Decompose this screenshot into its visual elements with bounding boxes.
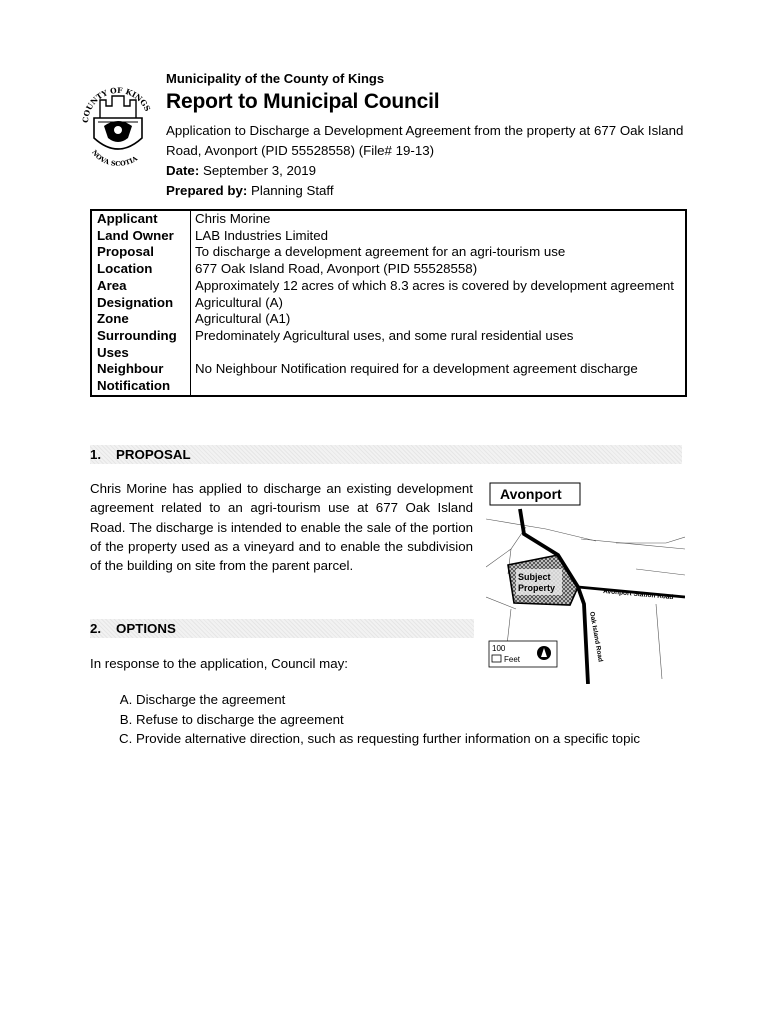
page-title: Report to Municipal Council — [166, 90, 440, 113]
row-value: Agricultural (A1) — [195, 311, 291, 327]
prepared-by-label: Prepared by: — [166, 183, 248, 198]
date-label: Date: — [166, 163, 200, 178]
row-value: To discharge a development agreement for an agri-tourism use — [195, 244, 566, 260]
section-heading-proposal — [90, 445, 682, 464]
row-value: Chris Morine — [195, 211, 271, 226]
subject-property-label: Subject — [518, 572, 551, 582]
section-title: PROPOSAL — [116, 447, 191, 462]
application-summary-table — [90, 209, 687, 397]
county-seal-logo — [78, 78, 158, 178]
row-value: No Neighbour Notification required for a development agreement discharge — [195, 361, 638, 377]
svg-text:COUNTY OF KINGS: COUNTY OF KINGS — [80, 85, 153, 124]
row-label: Location — [91, 261, 191, 278]
table-row — [91, 361, 686, 395]
row-value: Approximately 12 acres of which 8.3 acres is covered by development agreement — [195, 277, 674, 293]
report-date — [166, 161, 696, 181]
row-label: Designation — [91, 295, 191, 312]
subject-property-label: Property — [518, 583, 556, 593]
proposal-paragraph: Chris Morine has applied to discharge an existing development agreement related to an agri-tourism use at 677 Oak Island Road. The discharge is intended to enable the sale of the portion of the property used as a vineyard and to enable the subdivision of the building on site from the parent parcel. — [90, 481, 473, 574]
row-label: Proposal — [91, 244, 191, 261]
map-place-label: Avonport — [500, 486, 562, 502]
row-label: Zone — [91, 311, 191, 328]
table-row — [91, 328, 686, 361]
row-label: Applicant — [91, 210, 191, 228]
table-row — [91, 311, 686, 328]
row-value: 677 Oak Island Road, Avonport (PID 55528558) — [195, 261, 478, 277]
section-heading-options — [90, 619, 474, 638]
scale-unit: Feet — [504, 655, 521, 664]
report-header — [166, 71, 696, 201]
row-value: LAB Industries Limited — [195, 227, 329, 243]
report-subject: Application to Discharge a Development Agreement from the property at 677 Oak Island Road, Avonport (PID 55528558) (File# 19-13) — [166, 123, 684, 158]
report-prepared-by — [166, 181, 696, 201]
road-label-oak: Oak Island Road — [588, 611, 604, 663]
location-map — [486, 479, 685, 684]
scale-value: 100 — [492, 644, 506, 653]
list-item: A. Discharge the agreement — [136, 690, 736, 710]
table-row — [91, 244, 686, 261]
options-list — [90, 690, 736, 749]
scale-bar — [492, 655, 501, 662]
row-label: Surrounding Uses — [91, 328, 191, 361]
municipality-name: Municipality of the County of Kings — [166, 71, 385, 86]
row-label: Land Owner — [91, 228, 191, 245]
list-item: B. Refuse to discharge the agreement — [136, 710, 736, 730]
section-title: OPTIONS — [116, 621, 176, 636]
section-number: 1. — [90, 447, 102, 462]
section-number: 2. — [90, 621, 102, 636]
prepared-by-value: Planning Staff — [251, 183, 334, 198]
row-value: Agricultural (A) — [195, 294, 283, 310]
table-row — [91, 228, 686, 245]
options-intro: In response to the application, Council may: — [90, 656, 348, 671]
table-row — [91, 278, 686, 295]
date-value: September 3, 2019 — [202, 163, 317, 178]
list-item: C. Provide alternative direction, such as requesting further information on a specific topic — [136, 729, 736, 749]
table-row — [91, 295, 686, 312]
row-value: Predominately Agricultural uses, and some rural residential uses — [195, 327, 574, 343]
table-row — [91, 261, 686, 278]
row-label: Area — [91, 278, 191, 295]
table-row — [91, 210, 686, 228]
svg-text:NOVA SCOTIA: NOVA SCOTIA — [90, 148, 139, 168]
road-label-station: Avonport Station Road — [602, 588, 674, 602]
row-label: Neighbour Notification — [91, 361, 191, 395]
north-arrow-icon — [537, 646, 551, 660]
